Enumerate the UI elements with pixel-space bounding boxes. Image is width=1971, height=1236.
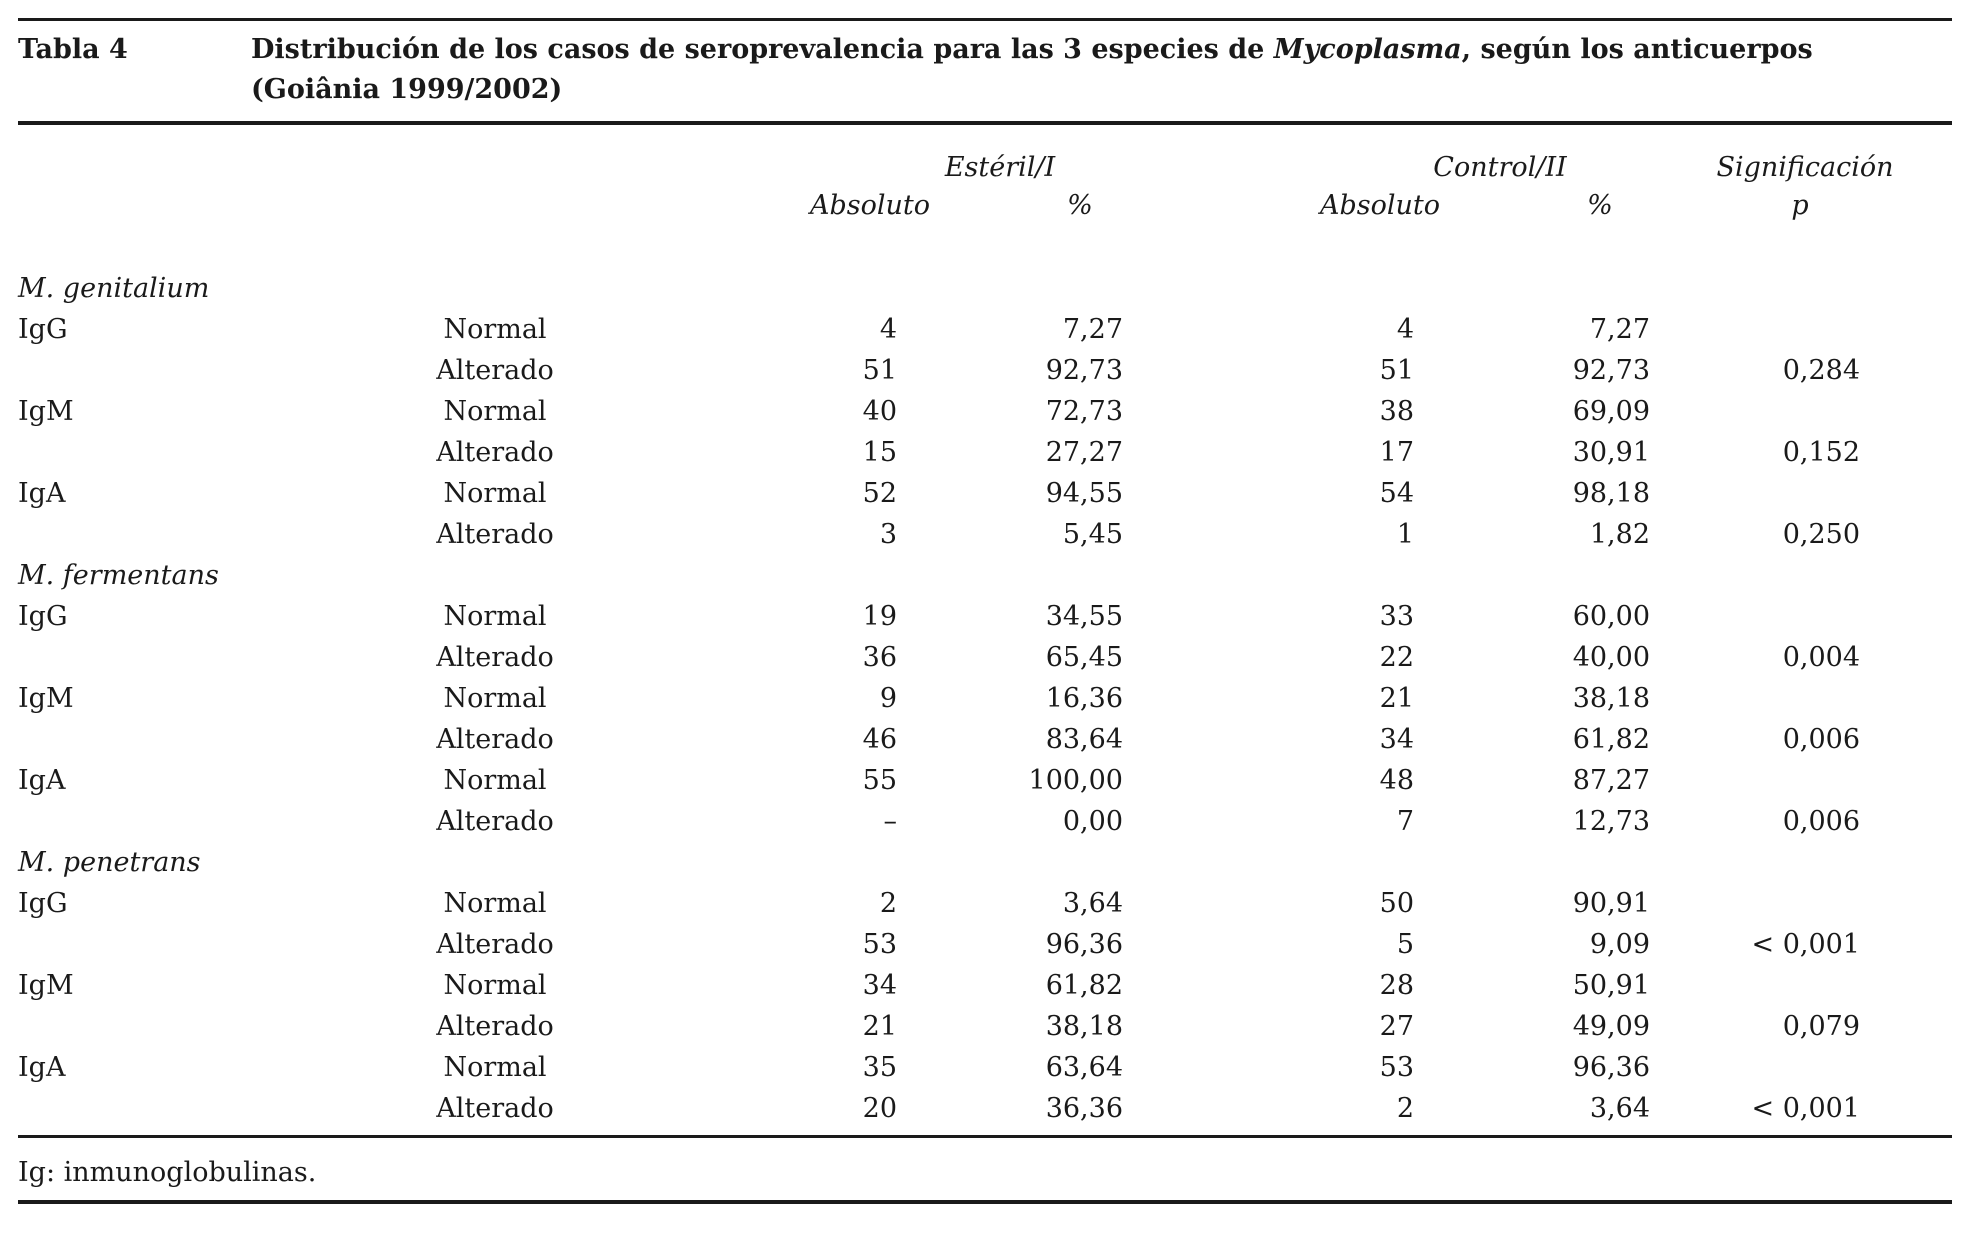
cell-p: 0,250	[1782, 519, 1860, 550]
cell-pct-control: 98,18	[1572, 478, 1650, 509]
cell-ig: IgG	[18, 601, 68, 632]
cell-abs-control: 34	[1379, 724, 1414, 755]
cell-pct-esteril: 63,64	[1045, 1052, 1123, 1083]
cell-abs-esteril: 55	[862, 765, 897, 796]
cell-state: Normal	[443, 478, 547, 509]
cell-abs-esteril: 40	[862, 396, 897, 427]
cell-abs-esteril: 19	[862, 601, 897, 632]
cell-state: Alterado	[436, 929, 554, 960]
cell-state: Normal	[443, 888, 547, 919]
cell-ig: IgM	[18, 683, 74, 714]
header-p: p	[1791, 190, 1809, 221]
cell-abs-esteril: 52	[862, 478, 897, 509]
cell-abs-control: 53	[1379, 1052, 1414, 1083]
cell-pct-esteril: 100,00	[1028, 765, 1123, 796]
footnote-rule	[18, 1200, 1952, 1204]
cell-pct-control: 49,09	[1572, 1011, 1650, 1042]
cell-abs-esteril: 15	[862, 437, 897, 468]
table-title-part1: Distribución de los casos de seroprevalencia para las 3 especies de	[251, 34, 1274, 65]
cell-p: 0,152	[1782, 437, 1860, 468]
cell-abs-esteril: 51	[862, 355, 897, 386]
cell-p: < 0,001	[1751, 929, 1860, 960]
cell-state: Alterado	[436, 1011, 554, 1042]
cell-abs-esteril: 9	[879, 683, 897, 714]
cell-state: Alterado	[436, 355, 554, 386]
cell-ig: IgA	[18, 765, 66, 796]
header-pct-2: %	[1587, 190, 1613, 221]
cell-abs-control: 50	[1379, 888, 1414, 919]
cell-pct-esteril: 96,36	[1045, 929, 1123, 960]
header-control: Control/II	[1433, 152, 1567, 183]
cell-state: Alterado	[436, 724, 554, 755]
cell-abs-control: 27	[1379, 1011, 1414, 1042]
cell-abs-esteril: 3	[879, 519, 897, 550]
cell-ig: IgM	[18, 970, 74, 1001]
cell-abs-control: 17	[1379, 437, 1414, 468]
cell-abs-control: 51	[1379, 355, 1414, 386]
header-absoluto-1: Absoluto	[809, 190, 931, 221]
cell-p: 0,079	[1782, 1011, 1860, 1042]
cell-pct-esteril: 94,55	[1045, 478, 1123, 509]
cell-state: Alterado	[436, 519, 554, 550]
cell-pct-control: 7,27	[1589, 314, 1650, 345]
cell-abs-esteril: 46	[862, 724, 897, 755]
table-title-part2: , según los anticuerpos	[1461, 34, 1813, 65]
cell-pct-esteril: 3,64	[1062, 888, 1123, 919]
header-pct-1: %	[1067, 190, 1093, 221]
cell-abs-control: 2	[1396, 1093, 1414, 1124]
cell-abs-esteril: –	[883, 806, 897, 837]
cell-p: 0,284	[1782, 355, 1860, 386]
cell-abs-esteril: 21	[862, 1011, 897, 1042]
cell-p: 0,004	[1782, 642, 1860, 673]
species-heading: M. genitalium	[18, 273, 210, 304]
cell-pct-esteril: 83,64	[1045, 724, 1123, 755]
cell-pct-control: 69,09	[1572, 396, 1650, 427]
cell-state: Normal	[443, 765, 547, 796]
table-title-line2: (Goiânia 1999/2002)	[251, 74, 563, 105]
cell-state: Normal	[443, 1052, 547, 1083]
cell-abs-esteril: 36	[862, 642, 897, 673]
cell-pct-control: 9,09	[1589, 929, 1650, 960]
cell-ig: IgA	[18, 1052, 66, 1083]
cell-abs-esteril: 20	[862, 1093, 897, 1124]
header-absoluto-2: Absoluto	[1319, 190, 1441, 221]
cell-pct-esteril: 92,73	[1045, 355, 1123, 386]
cell-state: Normal	[443, 970, 547, 1001]
cell-pct-esteril: 38,18	[1045, 1011, 1123, 1042]
cell-state: Normal	[443, 396, 547, 427]
cell-abs-control: 38	[1379, 396, 1414, 427]
cell-abs-control: 7	[1396, 806, 1414, 837]
cell-abs-esteril: 4	[879, 314, 897, 345]
cell-abs-control: 22	[1379, 642, 1414, 673]
top-rule	[18, 18, 1952, 21]
species-heading: M. penetrans	[18, 847, 201, 878]
table-label: Tabla 4	[18, 34, 128, 65]
cell-abs-control: 33	[1379, 601, 1414, 632]
cell-pct-esteril: 0,00	[1062, 806, 1123, 837]
cell-state: Alterado	[436, 806, 554, 837]
cell-state: Alterado	[436, 437, 554, 468]
cell-pct-control: 92,73	[1572, 355, 1650, 386]
cell-state: Normal	[443, 683, 547, 714]
cell-state: Alterado	[436, 1093, 554, 1124]
cell-pct-esteril: 16,36	[1045, 683, 1123, 714]
cell-abs-control: 4	[1396, 314, 1414, 345]
cell-pct-esteril: 5,45	[1062, 519, 1123, 550]
cell-abs-control: 54	[1379, 478, 1414, 509]
cell-pct-control: 90,91	[1572, 888, 1650, 919]
cell-pct-control: 87,27	[1572, 765, 1650, 796]
header-significacion: Significación	[1716, 152, 1894, 183]
cell-ig: IgM	[18, 396, 74, 427]
cell-pct-esteril: 27,27	[1045, 437, 1123, 468]
cell-p: < 0,001	[1751, 1093, 1860, 1124]
cell-abs-control: 48	[1379, 765, 1414, 796]
cell-pct-control: 61,82	[1572, 724, 1650, 755]
cell-abs-control: 1	[1396, 519, 1414, 550]
cell-pct-control: 40,00	[1572, 642, 1650, 673]
cell-pct-esteril: 36,36	[1045, 1093, 1123, 1124]
cell-abs-control: 5	[1396, 929, 1414, 960]
header-rule	[18, 121, 1952, 125]
cell-pct-esteril: 61,82	[1045, 970, 1123, 1001]
cell-pct-control: 50,91	[1572, 970, 1650, 1001]
cell-pct-control: 12,73	[1572, 806, 1650, 837]
cell-state: Normal	[443, 314, 547, 345]
cell-pct-control: 60,00	[1572, 601, 1650, 632]
cell-pct-esteril: 72,73	[1045, 396, 1123, 427]
cell-ig: IgA	[18, 478, 66, 509]
cell-abs-esteril: 53	[862, 929, 897, 960]
cell-pct-control: 1,82	[1589, 519, 1650, 550]
cell-abs-esteril: 35	[862, 1052, 897, 1083]
species-heading: M. fermentans	[18, 560, 219, 591]
cell-pct-esteril: 7,27	[1062, 314, 1123, 345]
table-title-italic: Mycoplasma	[1273, 34, 1462, 65]
cell-p: 0,006	[1782, 724, 1860, 755]
cell-ig: IgG	[18, 888, 68, 919]
cell-abs-control: 21	[1379, 683, 1414, 714]
cell-ig: IgG	[18, 314, 68, 345]
cell-pct-control: 96,36	[1572, 1052, 1650, 1083]
header-esteril: Estéril/I	[944, 152, 1056, 183]
cell-pct-esteril: 65,45	[1045, 642, 1123, 673]
table-title	[251, 34, 1813, 66]
cell-pct-esteril: 34,55	[1045, 601, 1123, 632]
cell-pct-control: 3,64	[1589, 1093, 1650, 1124]
cell-abs-control: 28	[1379, 970, 1414, 1001]
cell-abs-esteril: 2	[879, 888, 897, 919]
bottom-rule	[18, 1135, 1952, 1138]
cell-p: 0,006	[1782, 806, 1860, 837]
cell-pct-control: 38,18	[1572, 683, 1650, 714]
cell-pct-control: 30,91	[1572, 437, 1650, 468]
cell-state: Alterado	[436, 642, 554, 673]
footnote: Ig: inmunoglobulinas.	[18, 1157, 317, 1188]
cell-state: Normal	[443, 601, 547, 632]
cell-abs-esteril: 34	[862, 970, 897, 1001]
